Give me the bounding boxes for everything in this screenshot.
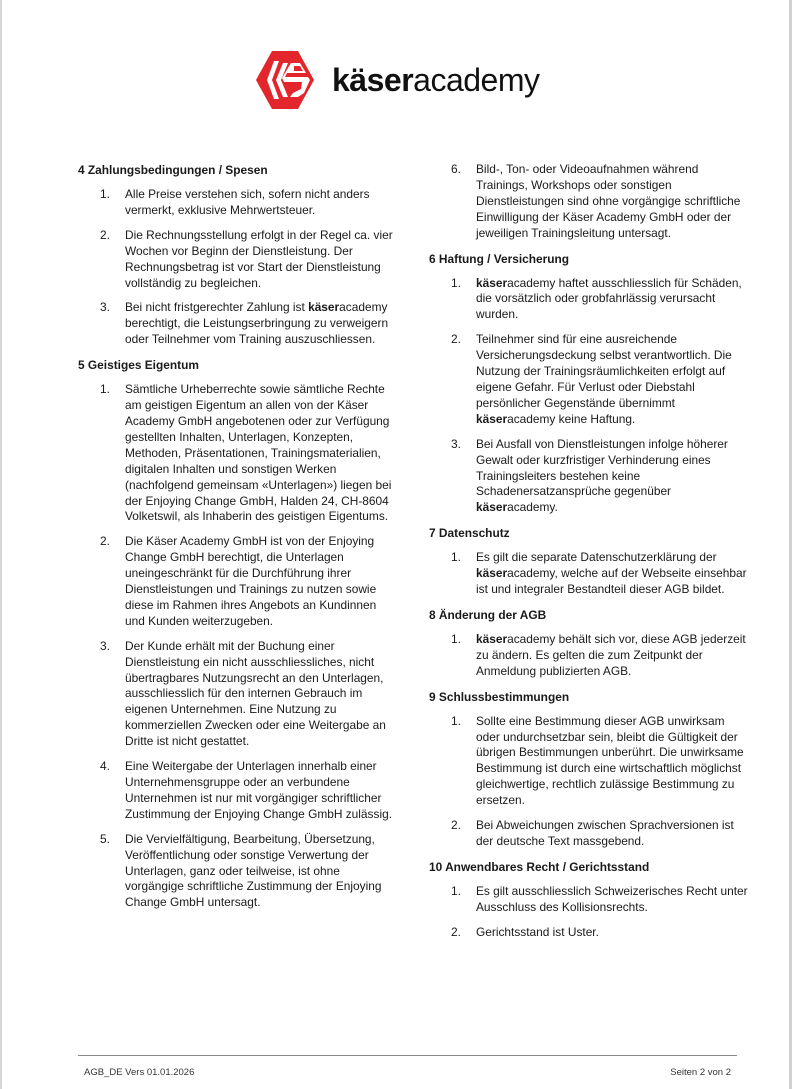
item-number: 1. (451, 275, 461, 290)
list-item (78, 187, 396, 219)
item-text: Die Vervielfältigung, Bearbeitung, Übersetzung, Veröffentlichung oder sonstige Verwertung der Unterlagen, ganz oder teilweise, ist ohne vorgängige schriftliche Zustimmung der Enjoying Change GmbH untersagt. (125, 831, 382, 910)
item-text: Sollte eine Bestimmung dieser AGB unwirksam oder undurchsetzbar sein, bleibt die Gültigkeit der übrigen Bestimmungen unberührt. Die unwirksame Bestimmung ist durch eine wirtschaftlich möglichst gleichwertige, rechtlich zulässige Bestimmung zu ersetzen. (476, 713, 744, 808)
footer-page-number: Seiten 2 von 2 (670, 1067, 731, 1078)
list-item (429, 632, 749, 680)
item-text: käseracademy behält sich vor, diese AGB jederzeit zu ändern. Es gelten die zum Zeitpunkt der Anmeldung publizierten AGB. (476, 631, 746, 678)
item-number: 1. (451, 713, 461, 728)
section-applicable-law (429, 859, 749, 941)
item-number: 2. (100, 227, 110, 242)
section-intellectual-property (78, 357, 396, 911)
list-item (78, 382, 396, 525)
item-text: Die Rechnungsstellung erfolgt in der Regel ca. vier Wochen vor Beginn der Dienstleistung. Der Rechnungsbetrag ist vor Start der Dienstleistung vollständig zu begleichen. (125, 227, 393, 290)
list-item (429, 162, 749, 242)
section-heading: 4 Zahlungsbedingungen / Spesen (78, 163, 268, 177)
item-number: 2. (451, 332, 461, 347)
section-heading: 9 Schlussbestimmungen (429, 689, 570, 704)
item-text: Bild-, Ton- oder Videoaufnahmen während Trainings, Workshops oder sonstigen Dienstleistungen sind ohne vorgängige schriftliche Einwilligung der Käser Academy GmbH oder der jeweiligen Trainingsleitung untersagt. (476, 162, 741, 240)
list-item (429, 925, 749, 941)
section-heading: 5 Geistiges Eigentum (78, 358, 199, 373)
item-text: käseracademy haftet ausschliesslich für Schäden, die vorsätzlich oder grobfahrlässig verursacht wurden. (476, 275, 742, 322)
item-number: 2. (451, 924, 461, 939)
section-payment-terms (78, 162, 396, 348)
item-number: 2. (100, 534, 110, 549)
item-number: 1. (451, 550, 461, 565)
list-item (78, 300, 396, 348)
footer-version: AGB_DE Vers 01.01.2026 (84, 1067, 195, 1078)
brand-name: käseracademy (476, 631, 556, 646)
section-heading: 10 Anwendbares Recht / Gerichtsstand (429, 859, 650, 874)
list-item (429, 884, 749, 916)
list-item (429, 550, 749, 598)
item-text: Alle Preise verstehen sich, sofern nicht anders vermerkt, exklusive Mehrwertsteuer. (125, 187, 370, 217)
logo-wordmark (332, 62, 539, 99)
brand-name: käseracademy (476, 411, 556, 426)
item-text: Der Kunde erhält mit der Buchung einer Dienstleistung ein nicht ausschliessliches, nicht übertragbares Nutzungsrecht an den Unterlagen, ausschliesslich für den internen Gebrauch im eigenen Unternehmen. Eine Nutzung zu kommerziellen Zwecken oder eine Weitergabe an Dritte ist nicht gestattet. (125, 638, 386, 749)
section-liability (429, 251, 749, 517)
kaeser-academy-logo (254, 50, 539, 110)
section-heading: 7 Datenschutz (429, 526, 510, 541)
item-number: 1. (451, 631, 461, 646)
item-text: Gerichtsstand ist Uster. (476, 924, 599, 939)
item-number: 3. (100, 300, 110, 315)
item-number: 1. (100, 382, 110, 397)
item-number: 1. (100, 187, 110, 201)
footer-divider (78, 1055, 737, 1056)
item-text: Eine Weitergabe der Unterlagen innerhalb einer Unternehmensgruppe oder an verbundene Unternehmen ist nur mit vorgängiger schriftlicher Zustimmung der Enjoying Change GmbH zulässig. (125, 759, 392, 821)
item-text: Bei Ausfall von Dienstleistungen infolge höherer Gewalt oder kurzfristiger Verhinderung eines Trainingsleiters bestehen keine Schadenersatzansprüche gegenüber käseracademy. (476, 436, 728, 515)
item-text: Bei Abweichungen zwischen Sprachversionen ist der deutsche Text massgebend. (476, 818, 734, 848)
item-number: 2. (451, 818, 461, 833)
list-item (78, 759, 396, 823)
item-text: Die Käser Academy GmbH ist von der Enjoying Change GmbH berechtigt, die Unterlagen uneingeschränkt für die Durchführung ihrer Dienstleistungen und Trainings zu nutzen sowie diese im Rahmen ihres Angebots an Kundinnen und Kunden weiterzugeben. (125, 534, 377, 628)
brand-name: käseracademy (476, 275, 556, 290)
item-number: 3. (451, 436, 461, 451)
brand-name: käseracademy (476, 566, 555, 581)
item-text: Es gilt ausschliesslich Schweizerisches Recht unter Ausschluss des Kollisionsrechts. (476, 883, 748, 914)
item-text: Teilnehmer sind für eine ausreichende Versicherungsdeckung selbst verantwortlich. Die Nutzung der Trainingsräumlichkeiten erfolgt auf eigene Gefahr. Für Verlust oder Diebstahl persönlicher Gegenstände übernimmt käseracademy keine Haftung. (476, 332, 732, 426)
item-number: 3. (100, 638, 110, 653)
kaeser-logo-icon (254, 49, 316, 111)
list-item (429, 332, 749, 427)
list-item (78, 228, 396, 292)
section-heading: 6 Haftung / Versicherung (429, 251, 570, 266)
left-column (78, 162, 396, 920)
logo-wordmark-bold: käser (332, 61, 414, 98)
section-heading: 8 Änderung der AGB (429, 607, 547, 622)
list-item (78, 832, 396, 912)
list-item (429, 818, 749, 850)
list-item (429, 276, 749, 324)
right-column (429, 162, 749, 950)
section-final-provisions (429, 689, 749, 850)
item-number: 4. (100, 759, 110, 774)
item-number: 1. (451, 883, 461, 898)
section-data-protection (429, 525, 749, 598)
list-item (78, 639, 396, 750)
item-text: Es gilt die separate Datenschutzerklärung der käseracademy, welche auf der Webseite einsehbar ist und integraler Bestandteil dieser AGB bildet. (476, 550, 747, 597)
section-agb-changes (429, 607, 749, 680)
logo-wordmark-light: academy (413, 61, 540, 98)
brand-name: käseracademy (476, 500, 555, 515)
list-item (429, 437, 749, 517)
list-item (78, 534, 396, 629)
item-text: Bei nicht fristgerechter Zahlung ist käseracademy berechtigt, die Leistungserbringung zu verweigern oder Teilnehmer vom Training auszuschliessen. (125, 300, 389, 347)
item-number: 6. (451, 162, 461, 176)
item-text: Sämtliche Urheberrechte sowie sämtliche Rechte am geistigen Eigentum an allen von der Käser Academy GmbH angebotenen oder zur Verfügung gestellten Inhalten, Unterlagen, Konzepten, Methoden, Präsentationen, Trainingsmaterialien, digitalen Inhalten und sonstigen Werken (nachfolgend gemeinsam «Unterlagen») liegen bei der Enjoying Change GmbH, Halden 24, CH-8604 Volketswil, als Inhaberin des geistigen Eigentums. (125, 382, 392, 524)
list-item (429, 714, 749, 809)
item-number: 5. (100, 831, 110, 846)
brand-name: käseracademy (308, 300, 388, 315)
